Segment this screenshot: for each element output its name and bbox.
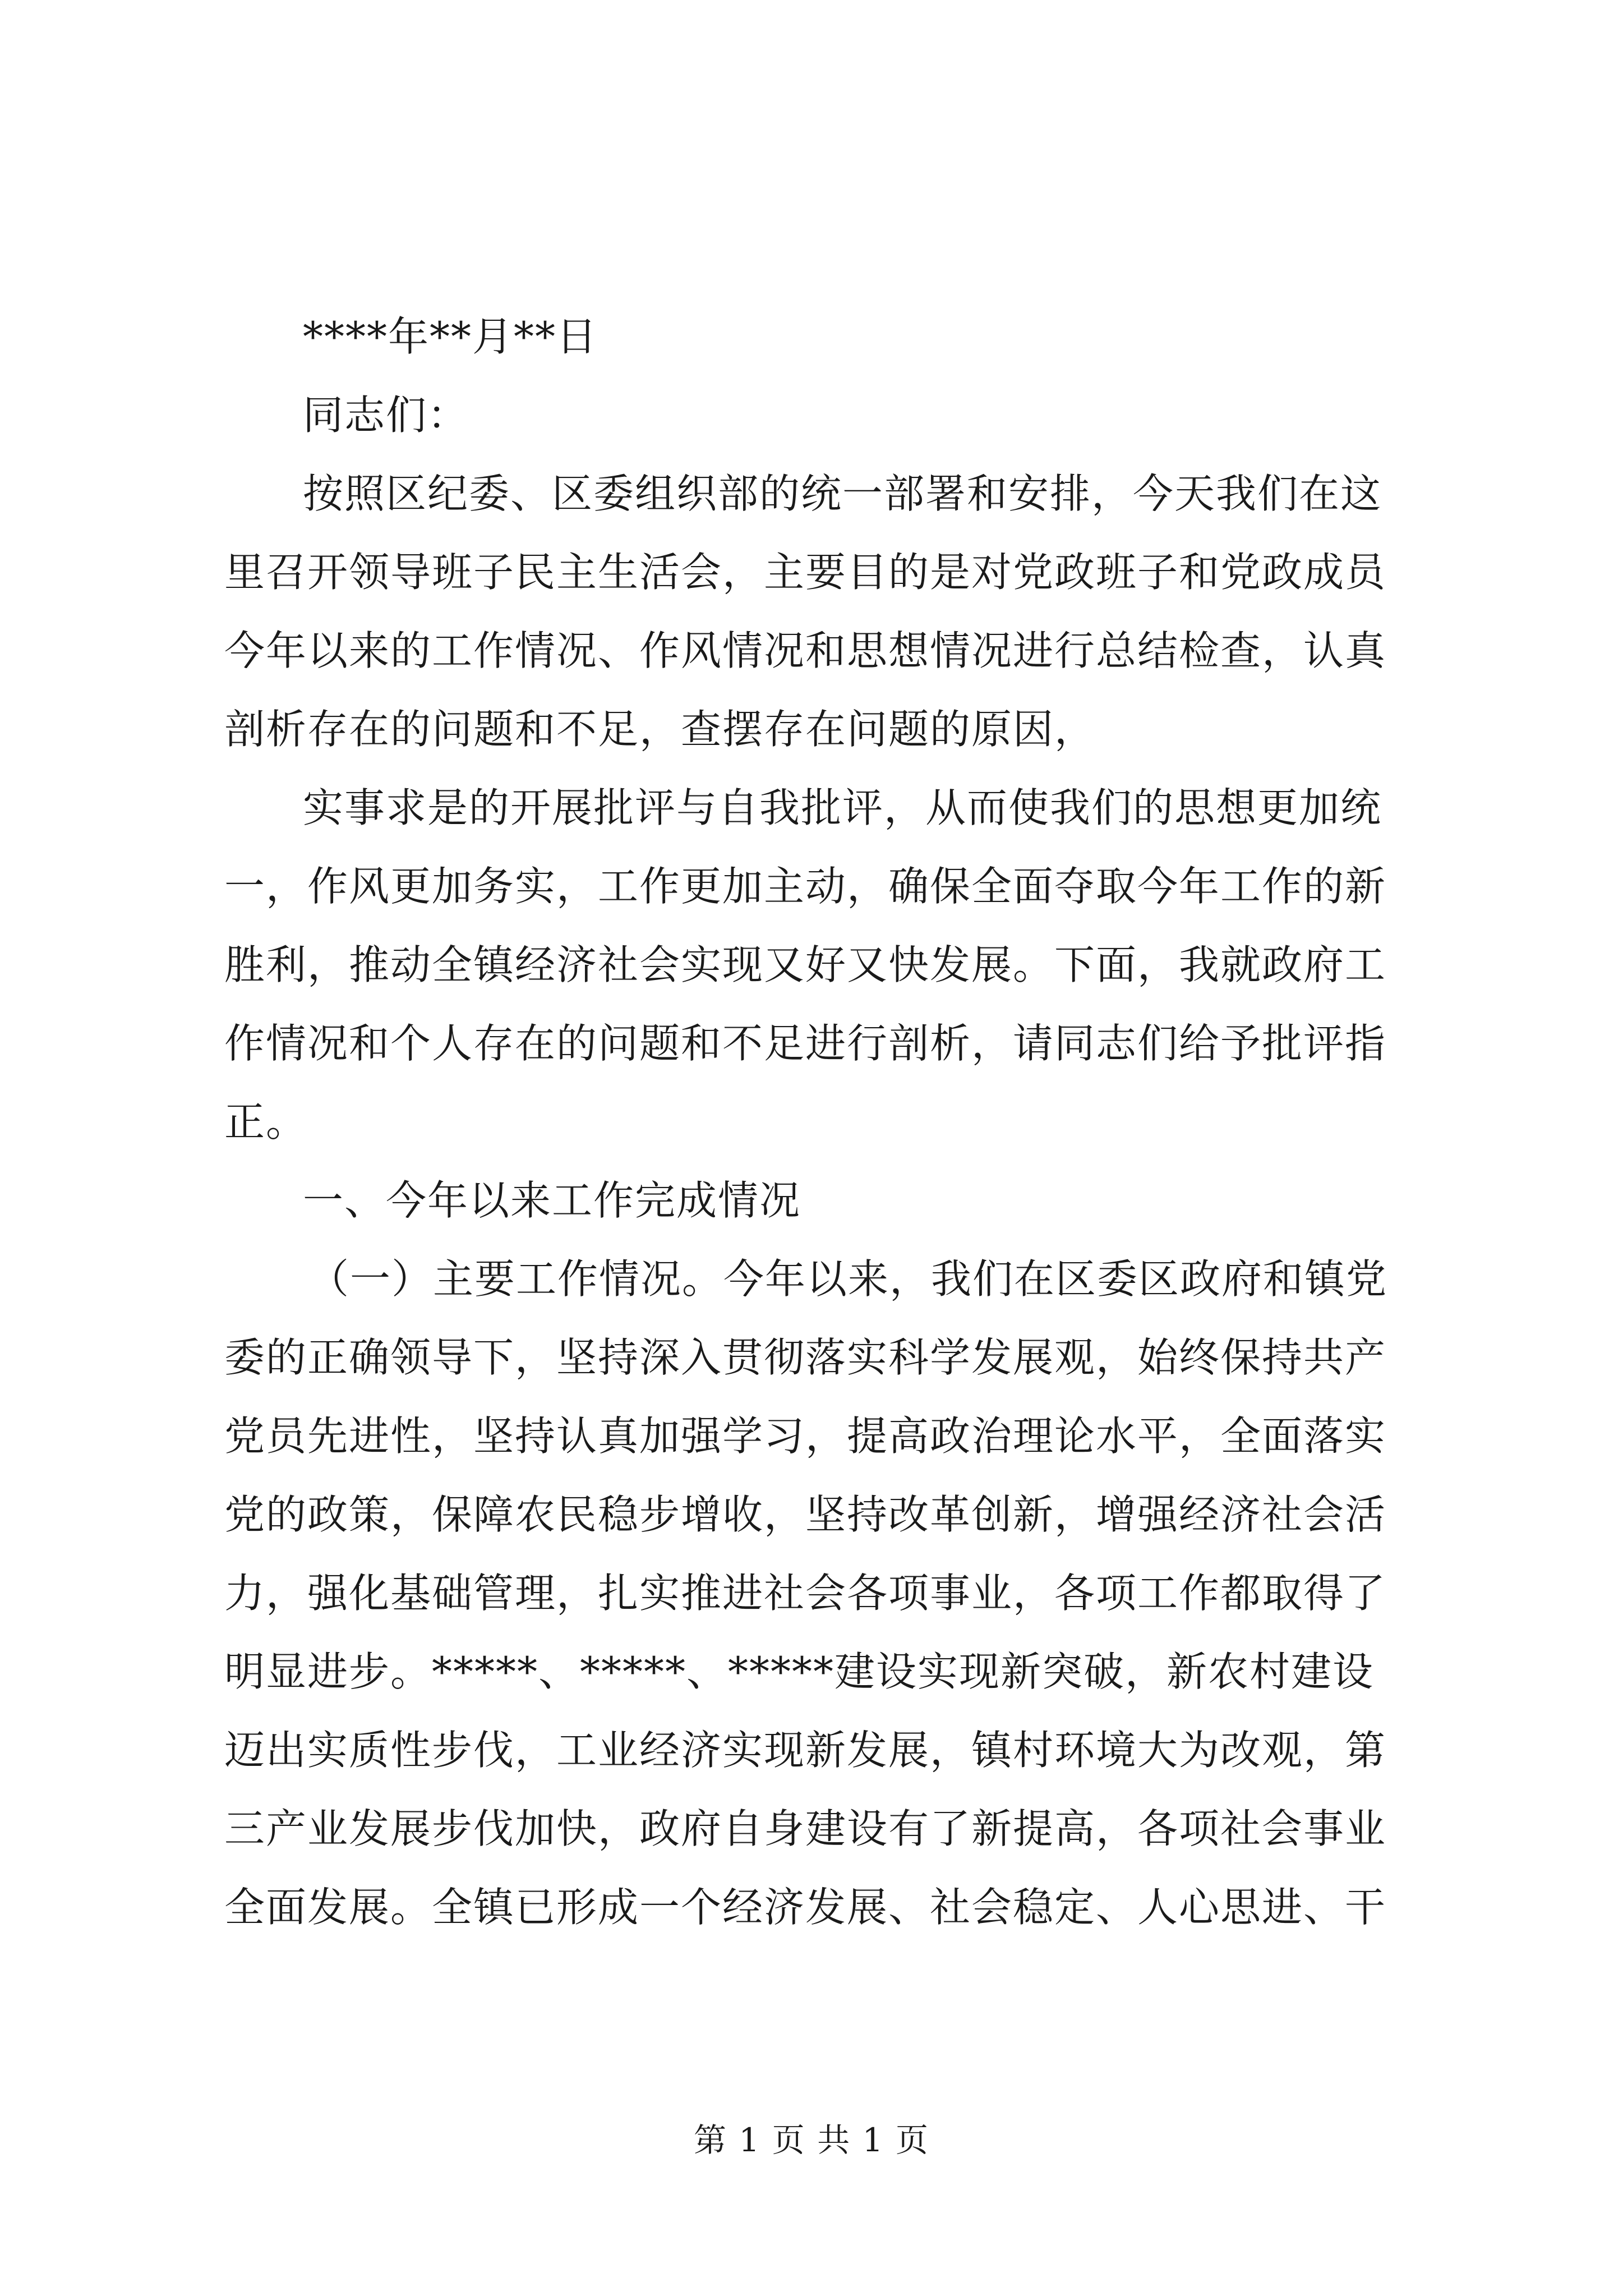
paragraph-line: 力，强化基础管理，扎实推进社会各项事业，各项工作都取得了: [224, 1570, 1387, 1617]
paragraph-line: 党员先进性，坚持认真加强学习，提高政治理论水平，全面落实: [224, 1412, 1387, 1460]
paragraph-line: 胜利，推动全镇经济社会实现又好又快发展。下面，我就政府工: [224, 941, 1387, 988]
paragraph-line: 剖析存在的问题和不足，查摆存在问题的原因，: [224, 706, 1096, 753]
paragraph-line: 迈出实质性步伐，工业经济实现新发展，镇村环境大为改观，第: [224, 1727, 1387, 1774]
paragraph-line: 全面发展。全镇已形成一个经济发展、社会稳定、人心思进、干: [224, 1884, 1387, 1931]
paragraph-line: 一，作风更加务实，工作更加主动，确保全面夺取今年工作的新: [224, 863, 1387, 910]
section-heading: 一、今年以来工作完成情况: [303, 1177, 801, 1224]
paragraph-1: [224, 454, 1413, 769]
paragraph-line: 实事求是的开展批评与自我批评，从而使我们的思想更加统: [303, 784, 1382, 831]
paragraph-line: 明显进步。*****、*****、*****建设实现新突破，新农村建设: [224, 1648, 1375, 1695]
paragraph-line: （一）主要工作情况。今年以来，我们在区委区政府和镇党: [308, 1255, 1388, 1303]
paragraph-line: 今年以来的工作情况、作风情况和思想情况进行总结检查，认真: [224, 627, 1387, 674]
paragraph-line: 三产业发展步伐加快，政府自身建设有了新提高，各项社会事业: [224, 1805, 1387, 1852]
paragraph-line: 党的政策，保障农民稳步增收，坚持改革创新，增强经济社会活: [224, 1491, 1387, 1538]
paragraph-line: 按照区纪委、区委组织部的统一部署和安排，今天我们在这: [303, 470, 1382, 517]
salutation: 同志们：: [303, 392, 469, 439]
date-line: ****年**月**日: [303, 313, 598, 360]
paragraph-2: [224, 769, 1413, 1161]
document-body: [224, 297, 1413, 1947]
paragraph-line: 委的正确领导下，坚持深入贯彻落实科学发展观，始终保持共产: [224, 1334, 1387, 1381]
paragraph-line: 正。: [224, 1098, 308, 1145]
paragraph-line: 里召开领导班子民主生活会，主要目的是对党政班子和党政成员: [224, 549, 1387, 596]
paragraph-line: 作情况和个人存在的问题和不足进行剖析，请同志们给予批评指: [224, 1020, 1387, 1067]
paragraph-3: [224, 1240, 1413, 1947]
page-number-footer: 第 1 页 共 1 页: [694, 2121, 929, 2159]
